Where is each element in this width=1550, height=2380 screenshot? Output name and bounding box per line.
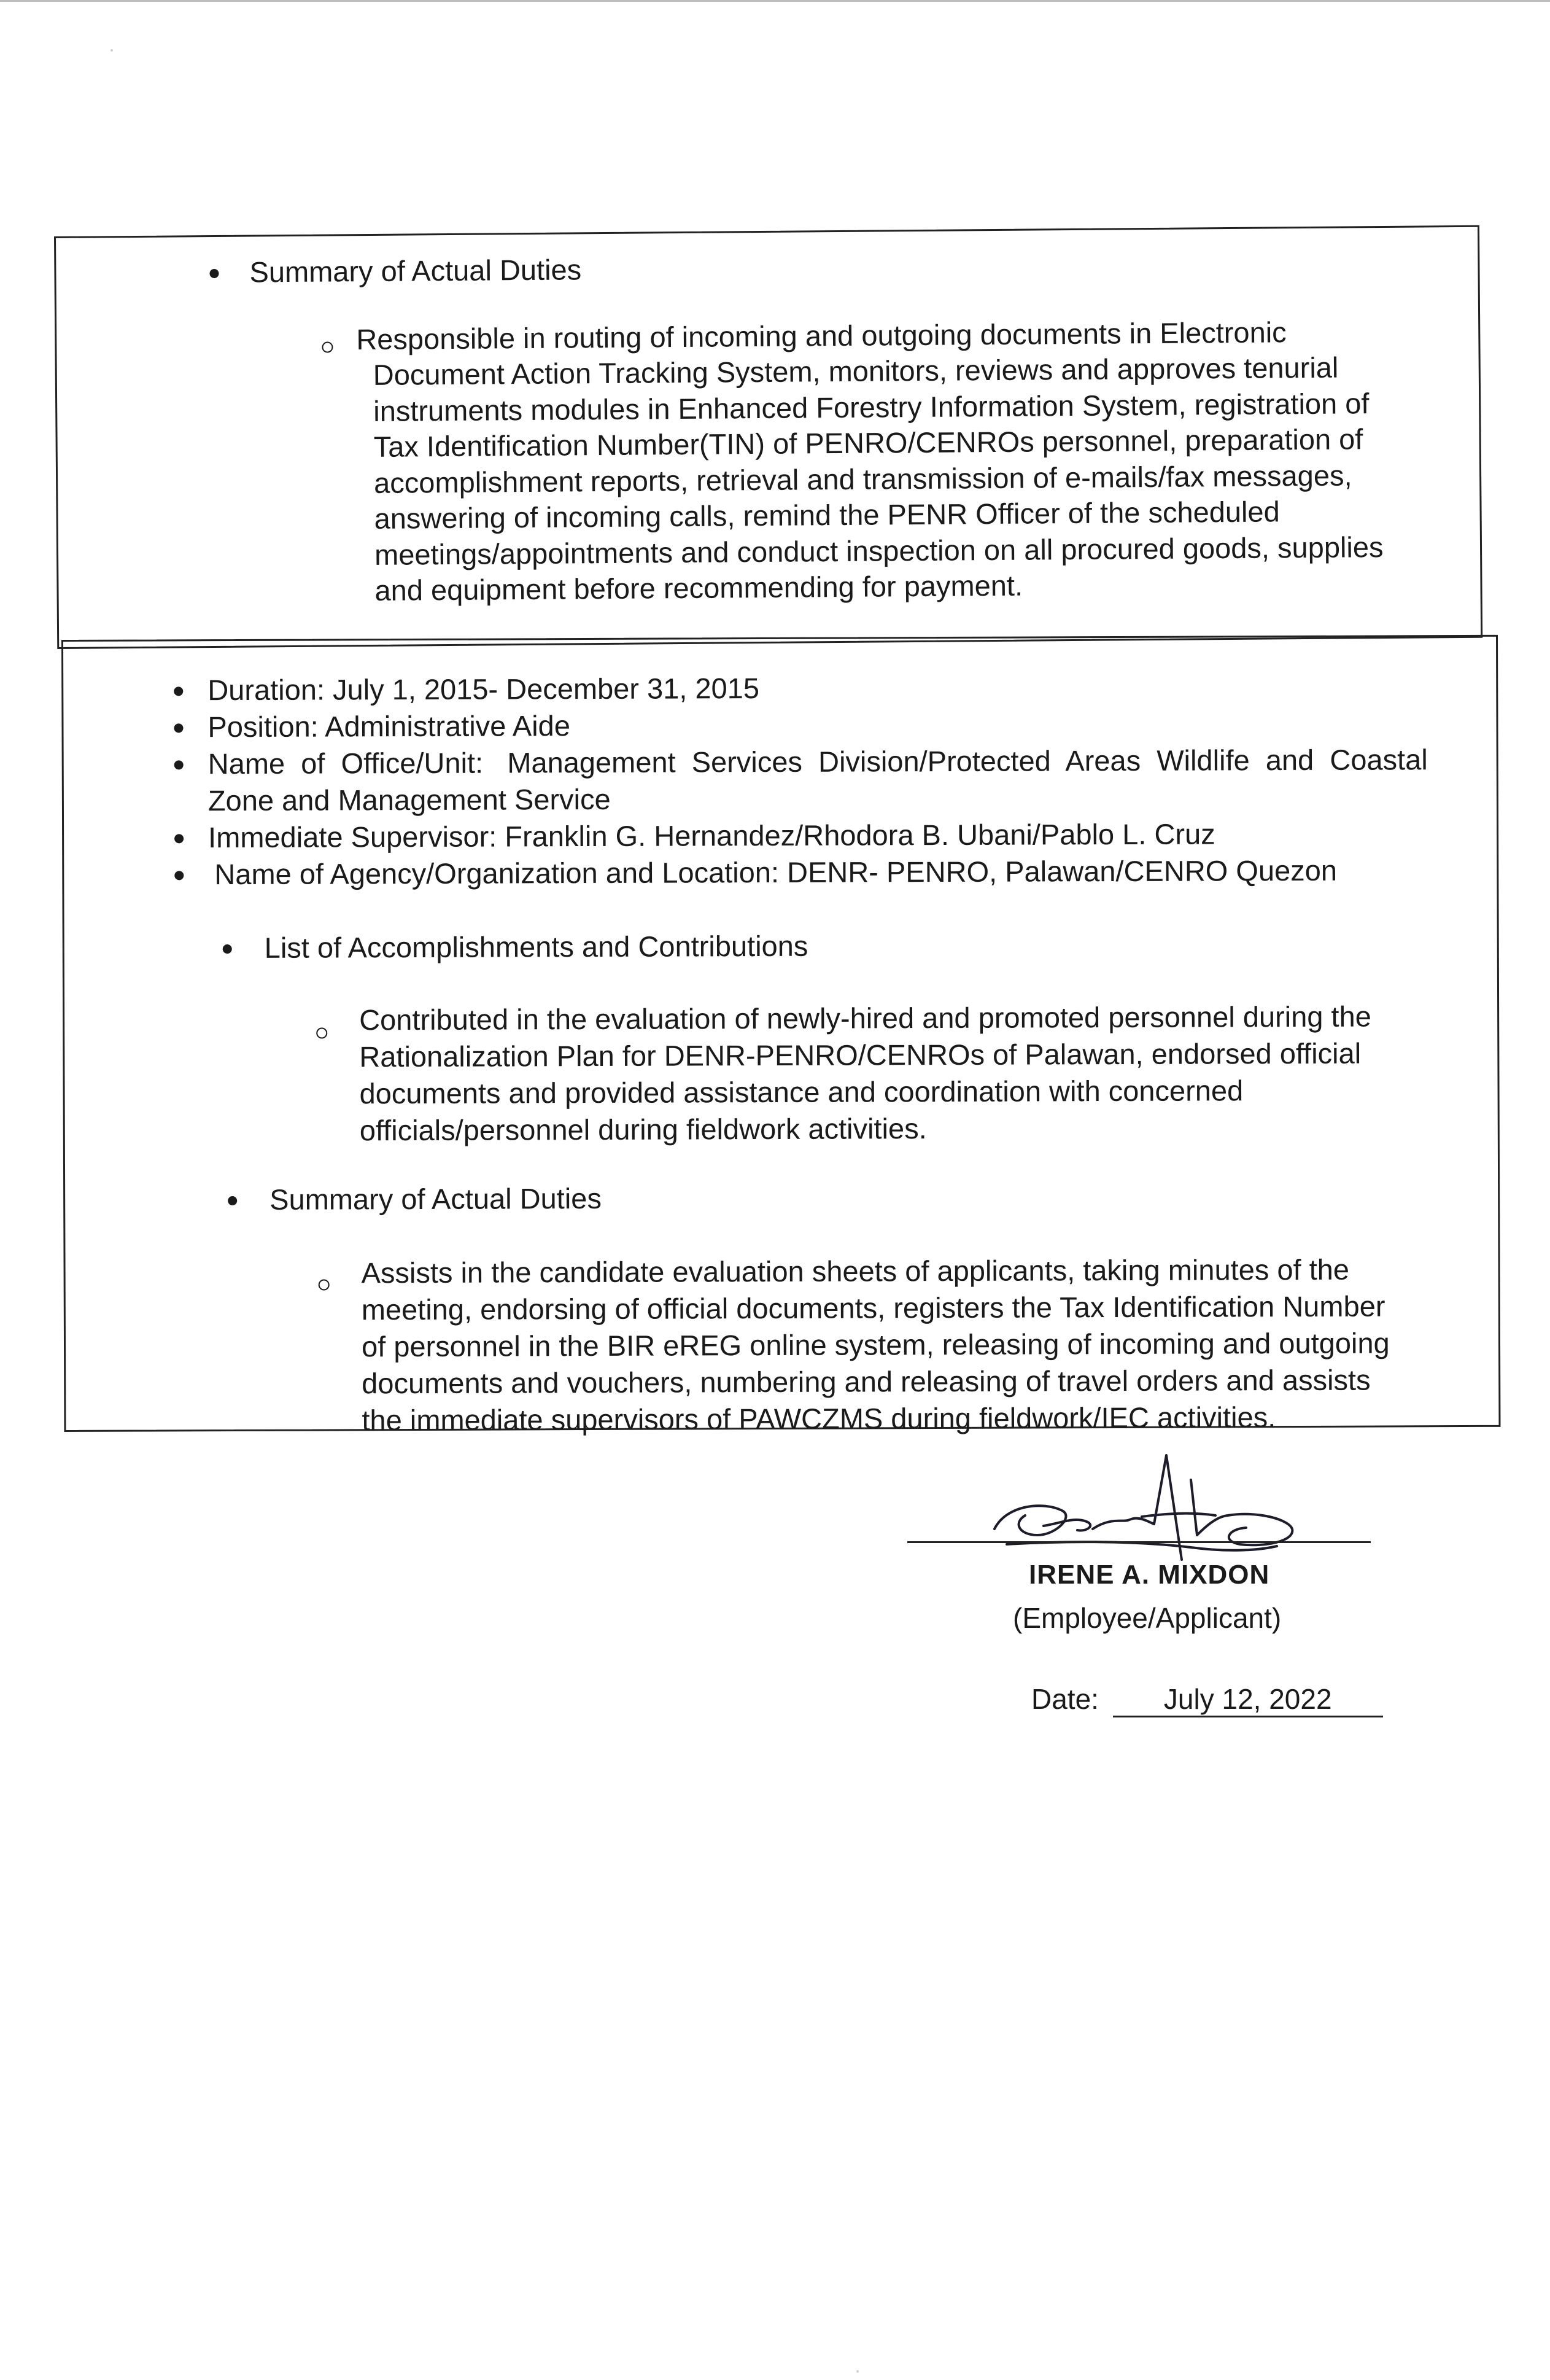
text-line: Rationalization Plan for DENR-PENRO/CENROs of Palawan, endorsed official [359, 1036, 1362, 1073]
text-line: documents and vouchers, numbering and releasing of travel orders and assists [362, 1363, 1371, 1400]
text-line: Responsible in routing of incoming and outgoing documents in Electronic [356, 316, 1287, 356]
summary-heading-2: Summary of Actual Duties [228, 1180, 602, 1218]
text-line: instruments modules in Enhanced Forestry Information System, registration of [373, 386, 1370, 427]
office-item: Name of Office/Unit: Management Services Division/Protected Areas Wildlife and Coastal [174, 741, 1428, 782]
date-value: July 12, 2022 [1113, 1682, 1383, 1717]
sub-bullet-circle-icon [322, 341, 333, 352]
accomplishments-heading: List of Accomplishments and Contributions [223, 928, 808, 966]
summary-paragraph-2 [361, 1251, 1528, 1439]
signature-line [907, 1541, 1371, 1543]
scan-speck [110, 49, 113, 52]
text-line: answering of incoming calls, remind the PENR Officer of the scheduled [374, 495, 1280, 535]
summary-paragraph-1-cont [373, 349, 1480, 609]
text-line: the immediate supervisors of PAWCZMS during fieldwork/IEC activities. [362, 1401, 1276, 1437]
office-item-cont: Zone and Management Service [207, 782, 611, 817]
bullet-dot-icon [209, 269, 219, 278]
accomplishments-paragraph [359, 998, 1526, 1149]
text-line: Contributed in the evaluation of newly-hired and promoted personnel during the [359, 1000, 1371, 1036]
text-line: of personnel in the BIR eREG online system, releasing of incoming and outgoing [361, 1326, 1390, 1363]
supervisor-item: Immediate Supervisor: Franklin G. Hernandez/Rhodora B. Ubani/Pablo L. Cruz [174, 815, 1215, 856]
text-line: Assists in the candidate evaluation sheets of applicants, taking minutes of the [361, 1253, 1350, 1289]
duties-box-1 [54, 225, 1482, 649]
sub-bullet-circle-icon [316, 1027, 327, 1038]
sub-bullet-circle-icon [319, 1279, 330, 1290]
position-item: Position: Administrative Aide [174, 707, 570, 745]
bullet-dot-icon [174, 723, 183, 733]
scan-speck [856, 2370, 859, 2373]
text-line: Tax Identification Number(TIN) of PENRO/CENROs personnel, preparation of [373, 422, 1363, 463]
text-line: officials/personnel during fieldwork activities. [359, 1112, 927, 1147]
text-line: documents and provided assistance and coordination with concerned [359, 1074, 1244, 1110]
scan-edge-line [0, 0, 1550, 2]
text-line: meetings/appointments and conduct inspection on all procured goods, supplies [374, 530, 1384, 571]
text-line: Document Action Tracking System, monitors, reviews and approves tenurial [373, 351, 1339, 391]
text-line: meeting, endorsing of official documents, registers the Tax Identification Number [361, 1289, 1385, 1326]
bullet-dot-icon [223, 944, 232, 954]
duration-item: Duration: July 1, 2015- December 31, 2015 [174, 670, 759, 709]
bullet-dot-icon [174, 834, 184, 843]
bullet-dot-icon [174, 760, 184, 769]
duties-box-2 [61, 635, 1500, 1437]
summary-heading-1: Summary of Actual Duties [209, 251, 581, 291]
date-label: Date: [1031, 1683, 1099, 1715]
signatory-name: IRENE A. MIXDON [1029, 1560, 1270, 1590]
bullet-dot-icon [174, 686, 183, 696]
text-line: and equipment before recommending for payment. [374, 569, 1023, 607]
bullet-dot-icon [228, 1196, 237, 1205]
text-line: accomplishment reports, retrieval and transmission of e-mails/fax messages, [373, 458, 1352, 499]
date-row [1031, 1682, 1383, 1717]
bullet-dot-icon [174, 871, 184, 880]
agency-item: Name of Agency/Organization and Location: DENR- PENRO, Palawan/CENRO Quezon [174, 852, 1337, 893]
signatory-role: (Employee/Applicant) [1013, 1602, 1282, 1634]
